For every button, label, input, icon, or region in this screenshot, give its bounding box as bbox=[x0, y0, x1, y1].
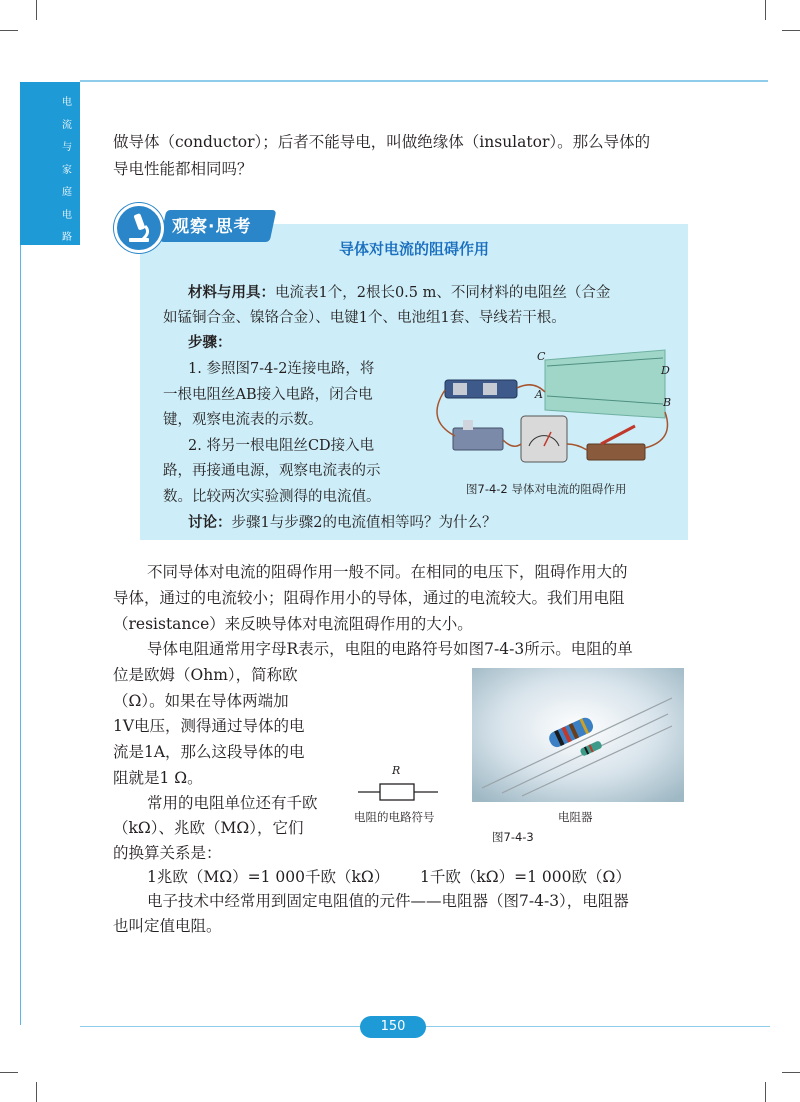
crop-mark bbox=[0, 30, 18, 31]
body-p2-line-2: 位是欧姆（Ohm），简称欧 bbox=[113, 666, 298, 684]
crop-mark bbox=[782, 30, 800, 31]
materials-line-2: 如锰铜合金、镍铬合金）、电键1个、电池组1套、导线若干根。 bbox=[163, 310, 566, 326]
resistor-photo bbox=[472, 668, 684, 802]
body-p3-line-1: 常用的电阻单位还有千欧 bbox=[147, 794, 318, 812]
step1-line-2: 一根电阻丝AB接入电路，闭合电 bbox=[163, 387, 373, 403]
page-number: 150 bbox=[360, 1016, 426, 1038]
crop-mark bbox=[782, 1072, 800, 1073]
steps-label: 步骤： bbox=[188, 335, 232, 351]
crop-mark bbox=[36, 0, 37, 20]
connecting-wire bbox=[567, 444, 587, 450]
observe-banner-label: 观察·思考 bbox=[172, 217, 252, 237]
symbol-caption: 电阻的电路符号 bbox=[354, 810, 435, 824]
side-char: 路 bbox=[62, 232, 72, 243]
crop-mark bbox=[765, 0, 766, 20]
body-p4-line-1: 电子技术中经常用到固定电阻值的元件——电阻器（图7-4-3），电阻器 bbox=[147, 892, 629, 910]
resistor-rectangle bbox=[380, 784, 414, 800]
circuit-experiment-figure bbox=[425, 340, 687, 480]
side-char: 电 bbox=[62, 209, 72, 221]
connecting-wire bbox=[503, 440, 521, 446]
label-c: C bbox=[537, 350, 546, 363]
step2-line-2: 路，再接通电源，观察电流表的示 bbox=[163, 463, 381, 479]
body-p2-line-4: 1V电压，测得通过导体的电 bbox=[113, 717, 305, 735]
step1-line-3: 键，观察电流表的示数。 bbox=[163, 412, 323, 428]
body-p1-line-3: （resistance）来反映导体对电流阻碍作用的大小。 bbox=[113, 615, 473, 633]
intro-line-2: 导电性能都相同吗？ bbox=[113, 160, 253, 178]
step2-line-3: 数。比较两次实验测得的电流值。 bbox=[163, 489, 381, 505]
discussion-line bbox=[188, 511, 496, 535]
body-p2-line-1: 导体电阻通常用字母R表示，电阻的电路符号如图7-4-3所示。电阻的单 bbox=[147, 640, 633, 658]
side-char: 电 bbox=[62, 97, 72, 108]
body-p4-line-2: 也叫定值电阻。 bbox=[113, 917, 222, 935]
body-p2-line-6: 阻就是1 Ω。 bbox=[113, 769, 203, 787]
symbol-label-r: R bbox=[392, 764, 401, 777]
side-char: 流 bbox=[62, 119, 72, 131]
intro-line-1: 做导体（conductor）；后者不能导电，叫做绝缘体（insulator）。那么导体的 bbox=[113, 133, 651, 151]
discussion-text: 步骤1与步骤2的电流值相等吗？为什么？ bbox=[231, 515, 497, 531]
knife-switch bbox=[587, 444, 645, 460]
resistance-wire-board bbox=[545, 350, 665, 418]
ammeter bbox=[521, 416, 567, 462]
resistor-circuit-symbol bbox=[350, 762, 446, 806]
switch-base bbox=[453, 428, 503, 450]
crop-mark bbox=[36, 1082, 37, 1102]
crop-mark bbox=[765, 1082, 766, 1102]
body-p3-line-2: （kΩ）、兆欧（MΩ），它们 bbox=[113, 819, 304, 837]
experiment-title: 导体对电流的阻碍作用 bbox=[338, 240, 489, 258]
label-d: D bbox=[661, 364, 670, 377]
materials-label: 材料与用具： bbox=[188, 285, 275, 301]
side-char: 庭 bbox=[62, 187, 72, 198]
top-rule bbox=[80, 80, 768, 82]
materials-line-1 bbox=[188, 281, 610, 305]
discussion-label: 讨论： bbox=[188, 515, 232, 531]
chapter-side-title bbox=[56, 92, 78, 250]
label-a: A bbox=[535, 388, 543, 401]
step1-line-1: 1. 参照图7-4-2连接电路，将 bbox=[188, 361, 375, 377]
crop-mark bbox=[0, 1072, 18, 1073]
materials-text: 电流表1个，2根长0.5 m、不同材料的电阻丝（合金 bbox=[275, 285, 611, 301]
figure-742-caption: 图7-4-2 导体对电流的阻碍作用 bbox=[466, 482, 627, 496]
photo-caption: 电阻器 bbox=[558, 810, 593, 824]
label-b: B bbox=[663, 396, 672, 409]
side-rule bbox=[20, 245, 21, 1025]
body-p1-line-1: 不同导体对电流的阻碍作用一般不同。在相同的电压下，阻碍作用大的 bbox=[147, 563, 628, 581]
side-char: 家 bbox=[62, 164, 72, 176]
body-p2-line-5: 流是1A，那么这段导体的电 bbox=[113, 743, 305, 761]
body-p3-line-3: 的换算关系是： bbox=[113, 844, 222, 862]
unit-formula-1: 1兆欧（MΩ）=1 000千欧（kΩ） bbox=[147, 868, 390, 886]
unit-formula-2: 1千欧（kΩ）=1 000欧（Ω） bbox=[420, 868, 631, 886]
figure-743-caption: 图7-4-3 bbox=[492, 830, 534, 844]
body-p2-line-3: （Ω）。如果在导体两端加 bbox=[113, 692, 289, 710]
step2-line-1: 2. 将另一根电阻丝CD接入电 bbox=[188, 438, 375, 454]
side-char: 与 bbox=[62, 142, 72, 153]
body-p1-line-2: 导体，通过的电流较小；阻碍作用小的导体，通过的电流较大。我们用电阻 bbox=[113, 589, 625, 607]
